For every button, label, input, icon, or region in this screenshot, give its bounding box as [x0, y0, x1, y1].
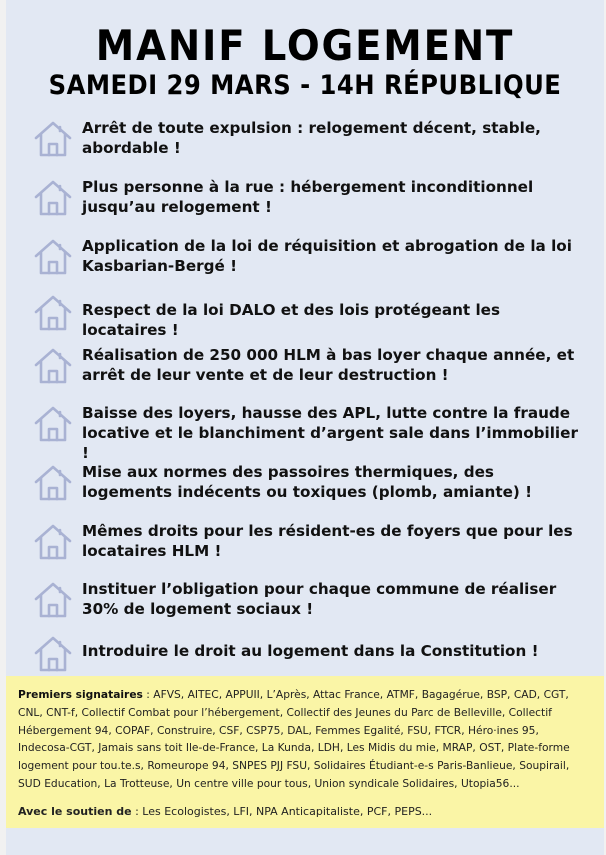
signatories-text	[18, 686, 579, 793]
signatories-label: Premiers signataires	[18, 688, 143, 701]
demand-item	[6, 232, 604, 284]
house-icon	[32, 521, 74, 563]
demand-text: Baisse des loyers, hausse des APL, lutte contre la fraude locative et le blanchiment d’argent sale dans l’immobilier !	[82, 404, 578, 462]
demand-text: Réalisation de 250 000 HLM à bas loyer chaque année, et arrêt de leur vente et de leur destruction !	[82, 346, 575, 384]
house-icon	[32, 462, 74, 504]
demand-item	[6, 629, 604, 681]
demand-item	[6, 341, 604, 393]
house-icon	[32, 579, 74, 621]
demand-item	[6, 399, 604, 462]
signatories-box	[6, 676, 604, 828]
demand-text: Application de la loi de réquisition et abrogation de la loi Kasbarian-Bergé !	[82, 237, 572, 275]
house-icon	[32, 633, 74, 675]
demand-text: Mise aux normes des passoires thermiques, des logements indécents ou toxiques (plomb, amiante) !	[82, 463, 533, 501]
page-title: MANIF LOGEMENT	[95, 21, 515, 70]
house-icon	[32, 118, 74, 160]
demand-text: Arrêt de toute expulsion : relogement décent, stable, abordable !	[82, 119, 541, 157]
demand-item	[6, 458, 604, 510]
signatories-list: : AFVS, AITEC, APPUII, L’Après, Attac France, ATMF, Bagagérue, BSP, CAD, CGT, CNL, CNT-f, Collectif Combat pour l’hébergement, Collectif des Jeunes du Parc de Belleville, Collectif Hébergement 94, COPAF, Construire, CSF, CSP75, DAL, Femmes Egalité, FSU, FTCR, Héro·ines 95, Indecosa-CGT, Jamais sans toit Ile-de-France, La Kunda, LDH, Les Midis du mie, MRAP, OST, Plate-forme logement pour tou.te.s, Romeurope 94, SNPES PJJ FSU, Solidaires Étudiant-e-s Paris-Banlieue, Soupirail, SUD Education, La Trotteuse, Un centre ville pour tous, Union syndicale Solidaires, Utopia56...	[18, 688, 570, 790]
demand-item	[6, 114, 604, 166]
demand-text: Respect de la loi DALO et des lois protégeant les locataires !	[82, 301, 500, 339]
page-subtitle: SAMEDI 29 MARS - 14H RÉPUBLIQUE	[48, 70, 562, 101]
support-text	[18, 804, 596, 820]
house-icon	[32, 292, 74, 334]
demand-text: Introduire le droit au logement dans la Constitution !	[82, 642, 539, 660]
demand-item	[6, 288, 604, 340]
demand-text: Mêmes droits pour les résident-es de foyers que pour les locataires HLM !	[82, 522, 573, 560]
house-icon	[32, 403, 74, 445]
demand-item	[6, 575, 604, 627]
house-icon	[32, 345, 74, 387]
demand-item	[6, 173, 604, 225]
demand-item	[6, 517, 604, 569]
house-icon	[32, 177, 74, 219]
support-list: : Les Ecologistes, LFI, NPA Anticapitaliste, PCF, PEPS...	[131, 805, 433, 818]
support-label: Avec le soutien de	[18, 805, 132, 818]
demand-text: Instituer l’obligation pour chaque commune de réaliser 30% de logement sociaux !	[82, 580, 557, 618]
poster	[6, 0, 604, 855]
demand-text: Plus personne à la rue : hébergement inconditionnel jusqu’au relogement !	[82, 178, 534, 216]
house-icon	[32, 236, 74, 278]
